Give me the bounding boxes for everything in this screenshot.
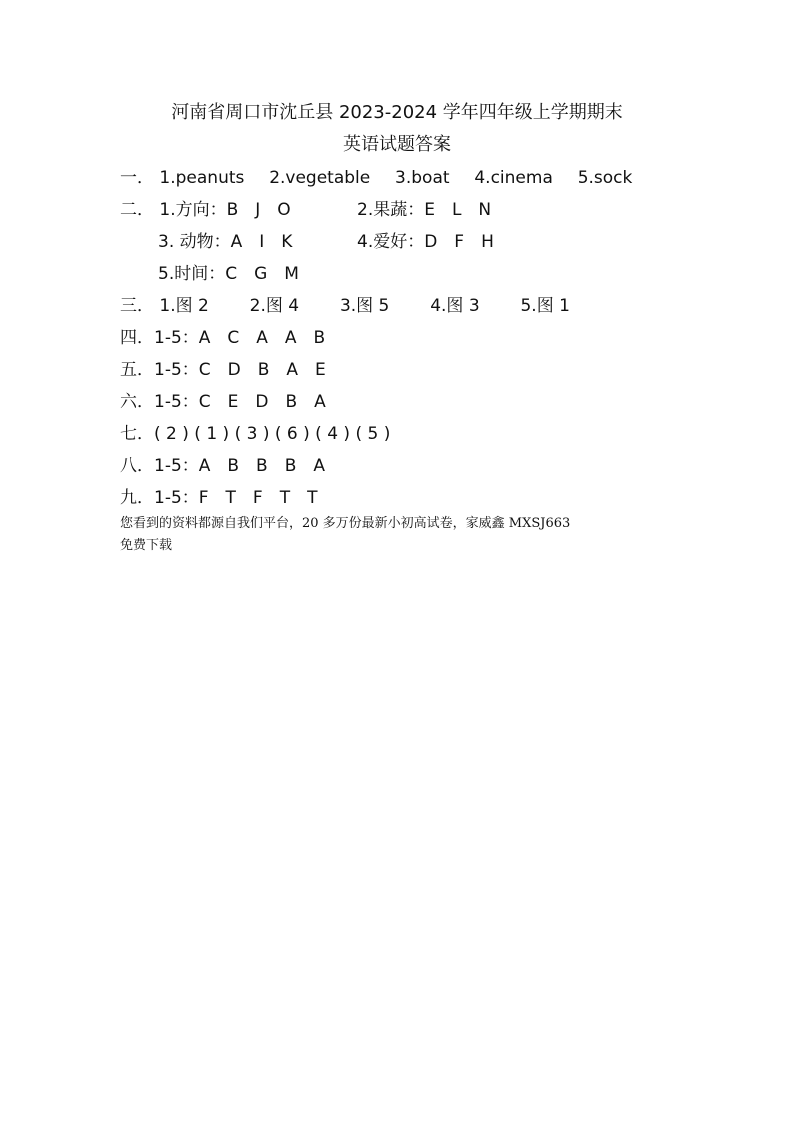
answer-item: 3.图 5	[339, 296, 390, 316]
section-9-label: 九．	[120, 488, 154, 508]
answer-item: 5.时间：C G M	[158, 264, 299, 284]
section-4-label: 四．	[120, 328, 154, 348]
section-2-item-4	[357, 231, 494, 253]
section-7-answers: ( 2 ) ( 1 ) ( 3 ) ( 6 ) ( 4 ) ( 5 )	[154, 424, 391, 444]
section-4-answers: 1-5：A C A A B	[154, 328, 326, 348]
answer-item: 5.图 1	[520, 296, 570, 316]
section-1	[120, 167, 632, 189]
answer-item: 4.cinema	[474, 168, 553, 188]
footer-note-line1: 您看到的资料都源自我们平台，20 多万份最新小初高试卷，家威鑫 MXSJ663	[120, 516, 571, 531]
answer-item: 2.果蔬：E L N	[357, 200, 492, 220]
section-2-row1	[120, 199, 291, 221]
footer-note-line2: 免费下载	[120, 538, 173, 553]
answer-item: 2.图 4	[249, 296, 300, 316]
section-5-answers: 1-5：C D B A E	[154, 360, 326, 380]
document-title-line1: 河南省周口市沈丘县 2023-2024 学年四年级上学期期末	[171, 102, 623, 123]
answer-item: 4.爱好：D F H	[357, 232, 494, 252]
answer-item: 1.peanuts	[159, 168, 245, 188]
section-7-label: 七．	[120, 424, 154, 444]
section-3-label: 三．	[120, 296, 154, 316]
section-9-answers: 1-5：F T F T T	[154, 488, 318, 508]
section-4	[120, 327, 325, 349]
section-5-label: 五．	[120, 360, 154, 380]
answer-item: 5.sock	[577, 168, 633, 188]
section-6-label: 六．	[120, 392, 154, 412]
answer-item: 3. 动物：A I K	[158, 232, 293, 252]
section-5	[120, 359, 326, 381]
answer-item: 2.vegetable	[269, 168, 371, 188]
answer-item: 1.方向：B J O	[159, 200, 291, 220]
section-8	[120, 455, 325, 477]
section-9	[120, 487, 317, 509]
section-2-item-5	[158, 263, 299, 285]
section-7	[120, 423, 390, 445]
section-6-answers: 1-5：C E D B A	[154, 392, 326, 412]
document-title-line2: 英语试题答案	[343, 134, 451, 155]
section-1-label: 一．	[120, 168, 154, 188]
section-3	[120, 295, 570, 317]
answer-item: 4.图 3	[430, 296, 480, 316]
section-2-label: 二．	[120, 200, 154, 220]
section-2-item-3	[158, 231, 292, 253]
section-2-item-2	[357, 199, 491, 221]
section-8-answers: 1-5：A B B B A	[154, 456, 326, 476]
answer-item: 3.boat	[395, 168, 450, 188]
answer-item: 1.图 2	[159, 296, 209, 316]
section-6	[120, 391, 326, 413]
section-8-label: 八．	[120, 456, 154, 476]
